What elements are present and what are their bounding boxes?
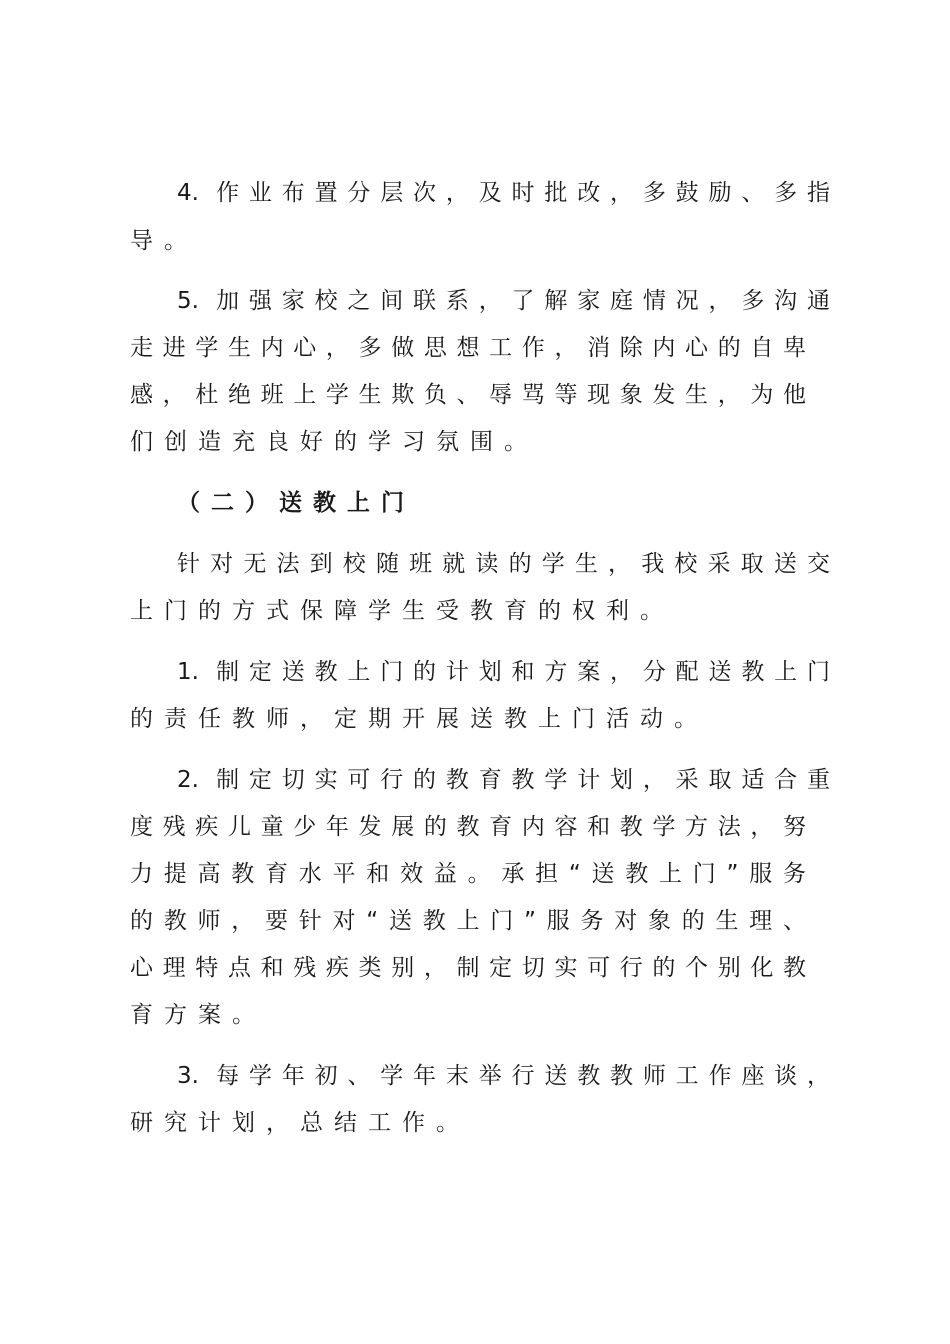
item-1-line-1: 1. 制定送教上门的计划和方案，分配送教上门	[177, 659, 830, 685]
item-2-line-4: 的教师，要针对“送教上门”服务对象的生理、	[130, 908, 806, 934]
item-2-line-5: 心理特点和残疾类别，制定切实可行的个别化教	[130, 955, 806, 981]
item-2-line-3: 力提高教育水平和效益。承担“送教上门”服务	[130, 861, 806, 887]
item-2-line-6: 育方案。	[130, 1002, 266, 1028]
item-2-line-1: 2. 制定切实可行的教育教学计划，采取适合重	[177, 767, 830, 793]
paragraph-4-line-2: 导。	[130, 228, 198, 254]
intro-line-1: 针对无法到校随班就读的学生，我校采取送交	[177, 551, 830, 577]
section-heading: （二）送教上门	[177, 490, 415, 516]
paragraph-5-line-4: 们创造充良好的学习氛围。	[130, 429, 538, 455]
item-1-line-2: 的责任教师，定期开展送教上门活动。	[130, 706, 708, 732]
item-2-line-2: 度残疾儿童少年发展的教育内容和教学方法，努	[130, 814, 806, 840]
item-3-line-1: 3. 每学年初、学年末举行送教教师工作座谈，	[177, 1063, 830, 1089]
paragraph-4-line-1: 4. 作业布置分层次，及时批改，多鼓励、多指	[177, 180, 830, 206]
paragraph-5-line-1: 5. 加强家校之间联系，了解家庭情况，多沟通	[177, 288, 830, 314]
paragraph-5-line-2: 走进学生内心，多做思想工作，消除内心的自卑	[130, 335, 806, 361]
item-3-line-2: 研究计划，总结工作。	[130, 1110, 470, 1136]
intro-line-2: 上门的方式保障学生受教育的权利。	[130, 598, 674, 624]
paragraph-5-line-3: 感，杜绝班上学生欺负、辱骂等现象发生，为他	[130, 382, 806, 408]
